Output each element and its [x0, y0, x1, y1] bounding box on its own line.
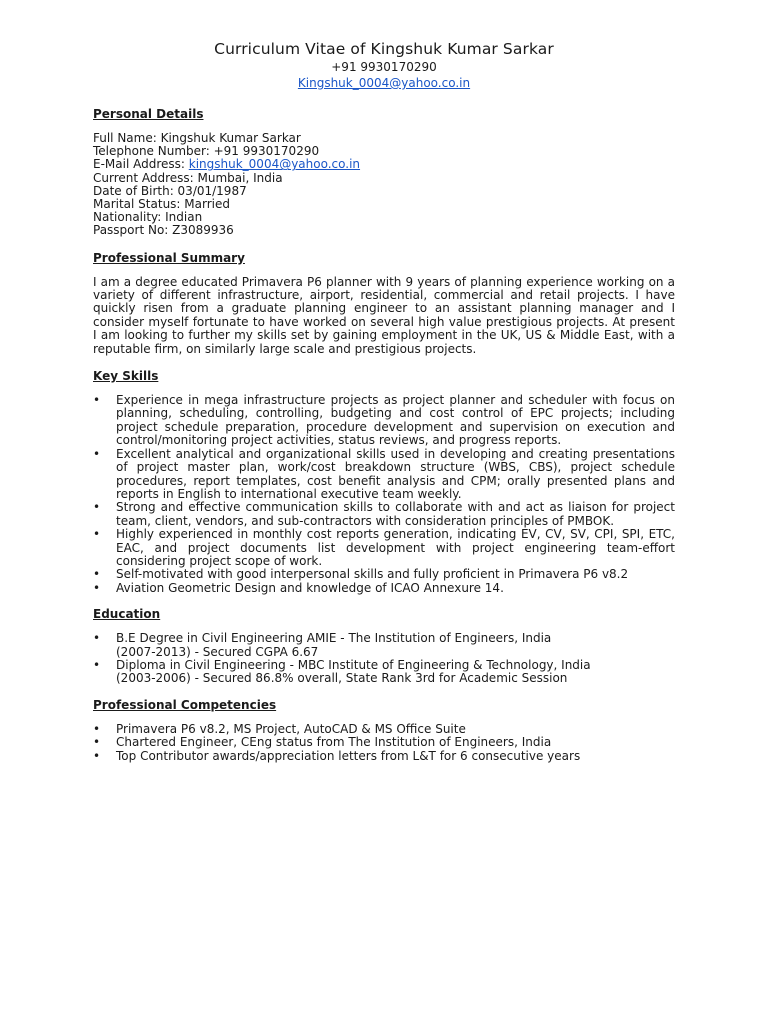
email-address-label: E-Mail Address:: [93, 157, 189, 172]
bullet-icon: •: [93, 527, 101, 542]
nationality: Nationality: Indian: [93, 210, 203, 225]
list-item: [93, 659, 675, 686]
list-item: [93, 528, 675, 568]
list-item: [93, 448, 675, 502]
education-degree: B.E Degree in Civil Engineering AMIE - The Institution of Engineers, India: [116, 631, 552, 646]
header-email-link[interactable]: Kingshuk_0004@yahoo.co.in: [297, 76, 471, 90]
list-item: [93, 582, 675, 595]
professional-competencies-heading: Professional Competencies: [93, 697, 277, 712]
list-item: [93, 736, 675, 749]
key-skill-text: Experience in mega infrastructure projects as project planner and scheduler with focus on planning, scheduling, controlling, budgeting and cost control of EPC projects; including project schedule preparation, procedure development and supervision on execution and control/monitoring project activities, status reviews, and progress reports.: [116, 393, 675, 448]
full-name: Full Name: Kingshuk Kumar Sarkar: [93, 131, 301, 145]
bullet-icon: •: [93, 631, 101, 646]
key-skill-text: Excellent analytical and organizational skills used in developing and creating presentations of project master plan, work/cost breakdown structure (WBS, CBS), project schedule procedures, report templates, cost benefit analysis and CPM; orally presented plans and reports in English to international executive team weekly.: [116, 446, 675, 501]
list-item: [93, 723, 675, 736]
bullet-icon: •: [93, 748, 101, 763]
header-phone: +91 9930170290: [331, 60, 437, 74]
bullet-icon: •: [93, 567, 101, 582]
professional-summary-heading: Professional Summary: [93, 250, 245, 265]
competency-text: Chartered Engineer, CEng status from The Institution of Engineers, India: [116, 735, 552, 750]
passport-number: Passport No: Z3089936: [93, 223, 234, 238]
bullet-icon: •: [93, 500, 101, 515]
education-heading: Education: [93, 607, 161, 622]
bullet-icon: •: [93, 735, 101, 750]
education-result: (2007-2013) - Secured CGPA 6.67: [116, 644, 319, 659]
bullet-icon: •: [93, 721, 101, 736]
list-item: [93, 568, 675, 581]
key-skill-text: Self-motivated with good interpersonal skills and fully proficient in Primavera P6 v8.2: [116, 567, 629, 582]
current-address: Current Address: Mumbai, India: [93, 170, 283, 185]
list-item: [93, 750, 675, 763]
key-skill-text: Strong and effective communication skills to collaborate with and act as liaison for project team, client, vendors, and sub-contractors with consideration principles of PMBOK.: [116, 500, 675, 528]
education-list: [93, 632, 675, 686]
key-skill-text: Highly experienced in monthly cost reports generation, indicating EV, CV, SV, CPI, SPI, ETC, EAC, and project documents list development with project engineering team-effort considering project scope of work.: [116, 527, 675, 568]
list-item: [93, 632, 675, 659]
key-skills-heading: Key Skills: [93, 369, 159, 384]
bullet-icon: •: [93, 580, 101, 595]
date-of-birth: Date of Birth: 03/01/1987: [93, 183, 247, 198]
competency-text: Primavera P6 v8.2, MS Project, AutoCAD & MS Office Suite: [116, 721, 466, 736]
key-skill-text: Aviation Geometric Design and knowledge of ICAO Annexure 14.: [116, 580, 504, 595]
document-title: Curriculum Vitae of Kingshuk Kumar Sarkar: [214, 40, 554, 58]
bullet-icon: •: [93, 657, 101, 672]
personal-details-block: [93, 132, 675, 238]
professional-summary-text: I am a degree educated Primavera P6 planner with 9 years of planning experience working on a variety of different infrastructure, airport, residential, commercial and retail projects. I have quickly risen from a graduate planning engineer to an assistant planning manager and I consider myself fortunate to have worked on several high value prestigious projects. At present I am looking to further my skills set by gaining employment in the UK, US & Middle East, with a reputable firm, on similarly large scale and prestigious projects.: [93, 274, 675, 356]
bullet-icon: •: [93, 393, 101, 408]
email-address-row: [93, 158, 675, 171]
telephone-number: Telephone Number: +91 9930170290: [93, 144, 320, 159]
marital-status: Marital Status: Married: [93, 197, 230, 212]
email-address-link[interactable]: kingshuk_0004@yahoo.co.in: [188, 157, 361, 172]
personal-details-heading: Personal Details: [93, 107, 204, 121]
education-degree: Diploma in Civil Engineering - MBC Institute of Engineering & Technology, India: [116, 657, 591, 672]
competencies-list: [93, 723, 675, 763]
list-item: [93, 394, 675, 448]
education-result: (2003-2006) - Secured 86.8% overall, State Rank 3rd for Academic Session: [116, 671, 568, 686]
bullet-icon: •: [93, 446, 101, 461]
key-skills-list: [93, 394, 675, 595]
list-item: [93, 501, 675, 528]
cv-document: [93, 40, 675, 763]
header-email-row: [93, 75, 675, 91]
competency-text: Top Contributor awards/appreciation letters from L&T for 6 consecutive years: [116, 748, 581, 763]
